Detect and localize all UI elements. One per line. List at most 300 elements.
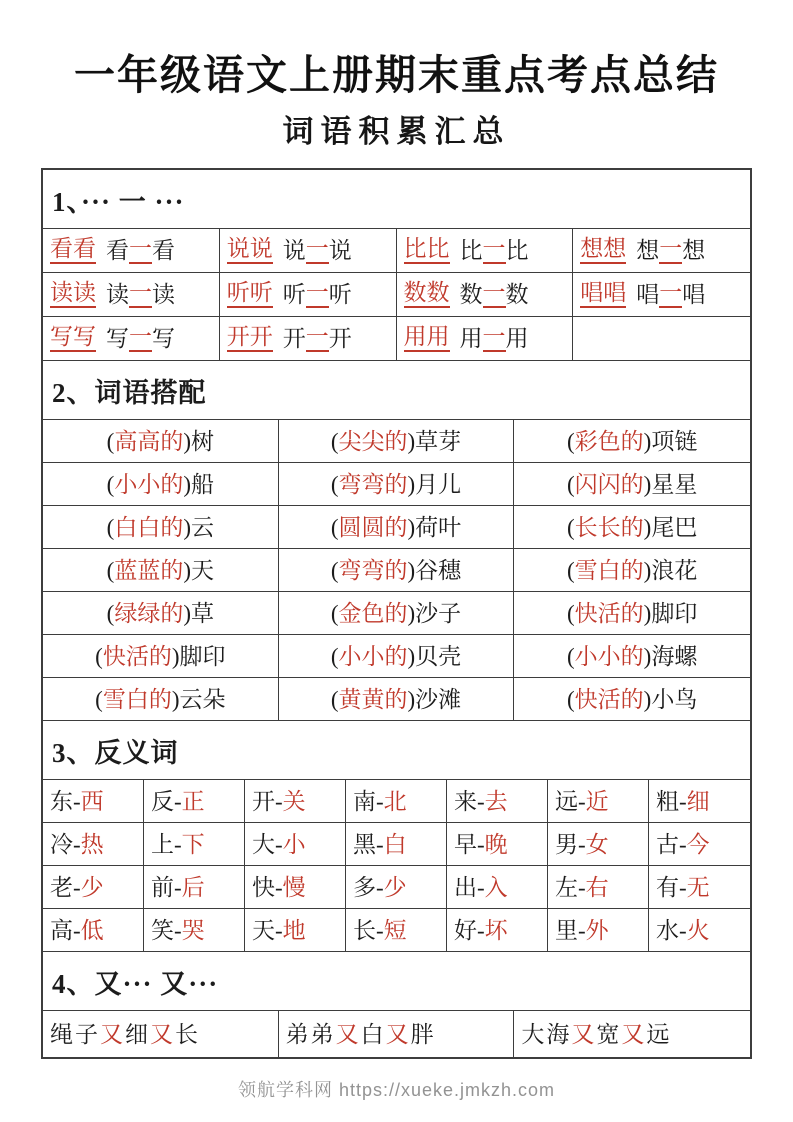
pattern-one-cell [220, 317, 397, 361]
close-paren: ) [183, 600, 191, 626]
antonym-second: 关 [282, 788, 306, 814]
pattern-one-cell [220, 229, 397, 273]
open-paren: ( [330, 471, 339, 497]
phrase-adjective: 宽 [596, 1021, 622, 1047]
close-paren: ) [643, 428, 652, 454]
antonym-second: 热 [80, 831, 104, 857]
antonym-second: 少 [383, 874, 407, 900]
antonyms-cell [649, 823, 750, 866]
antonym-second: 右 [585, 874, 609, 900]
antonym-second: 女 [585, 831, 609, 857]
antonyms-cell [245, 780, 346, 823]
you-pattern-cell [43, 1011, 279, 1057]
pattern-one-cell [43, 229, 220, 273]
antonym-first: 笑 [151, 917, 174, 943]
antonyms-cell [548, 780, 649, 823]
you-char: 又 [621, 1021, 647, 1047]
section-antonyms [43, 721, 750, 952]
noun-word: 沙子 [415, 600, 462, 626]
close-paren: ) [643, 686, 652, 712]
antonym-second: 坏 [484, 917, 508, 943]
modifier-word: 弯弯的 [338, 557, 408, 583]
duplicated-word: 写写 [50, 325, 96, 352]
phrase-left-char: 读 [106, 282, 129, 307]
antonym-second: 去 [484, 788, 508, 814]
antonyms-cell [548, 823, 649, 866]
antonym-first: 快 [252, 874, 275, 900]
hyphen: - [578, 874, 586, 900]
antonym-second: 火 [686, 917, 710, 943]
hyphen: - [679, 788, 687, 814]
hyphen: - [275, 788, 283, 814]
modifier-word: 金色的 [338, 600, 408, 626]
word-matching-cell [43, 635, 279, 678]
section-grid [43, 420, 750, 721]
antonym-first: 远 [555, 788, 578, 814]
antonym-second: 慢 [282, 874, 306, 900]
antonyms-cell [346, 823, 447, 866]
section-grid [43, 1011, 750, 1057]
section-heading: 2、词语搭配 [43, 361, 750, 420]
antonym-first: 多 [353, 874, 376, 900]
word-matching-cell [279, 635, 515, 678]
antonym-second: 细 [686, 788, 710, 814]
close-paren: ) [407, 514, 416, 540]
noun-word: 贝壳 [415, 643, 462, 669]
close-paren: ) [183, 557, 191, 583]
close-paren: ) [407, 428, 416, 454]
antonym-first: 出 [454, 874, 477, 900]
phrase-left-char: 想 [636, 238, 660, 263]
close-paren: ) [407, 471, 416, 497]
noun-word: 谷穗 [415, 557, 462, 583]
phrase-one-char: 一 [306, 237, 329, 264]
word-matching-cell [43, 592, 279, 635]
close-paren: ) [407, 557, 416, 583]
close-paren: ) [171, 643, 180, 669]
modifier-word: 圆圆的 [338, 514, 408, 540]
duplicated-word: 数数 [404, 281, 450, 308]
hyphen: - [275, 831, 283, 857]
noun-word: 浪花 [651, 557, 698, 583]
phrase-subject: 弟弟 [285, 1021, 336, 1047]
phrase-left-char: 数 [459, 282, 483, 307]
word-matching-cell [514, 635, 750, 678]
antonym-second: 近 [585, 788, 609, 814]
word-matching-cell [279, 592, 515, 635]
modifier-word: 小小的 [574, 643, 644, 669]
hyphen: - [477, 788, 485, 814]
antonym-first: 东 [50, 788, 73, 814]
antonyms-cell [447, 780, 548, 823]
word-matching-cell [514, 506, 750, 549]
noun-word: 项链 [651, 428, 698, 454]
close-paren: ) [643, 471, 652, 497]
antonyms-cell [144, 823, 245, 866]
duplicated-word: 比比 [404, 237, 450, 264]
antonym-first: 男 [555, 831, 578, 857]
antonyms-cell [43, 909, 144, 952]
antonym-second: 晚 [484, 831, 508, 857]
you-char: 又 [571, 1021, 597, 1047]
open-paren: ( [330, 557, 339, 583]
antonyms-cell [43, 823, 144, 866]
antonym-second: 下 [181, 831, 205, 857]
modifier-word: 白白的 [114, 514, 184, 540]
phrase-right-char: 听 [328, 282, 352, 307]
open-paren: ( [106, 600, 115, 626]
hyphen: - [174, 831, 182, 857]
phrase-left-char: 比 [459, 238, 483, 263]
phrase-one-char: 一 [483, 281, 506, 308]
antonym-first: 有 [656, 874, 679, 900]
phrase-right-char: 唱 [682, 282, 706, 307]
duplicated-word: 开开 [227, 325, 273, 352]
antonyms-cell [43, 780, 144, 823]
modifier-word: 长长的 [574, 514, 644, 540]
open-paren: ( [566, 600, 575, 626]
hyphen: - [477, 831, 485, 857]
pattern-one-cell [397, 229, 574, 273]
open-paren: ( [566, 686, 575, 712]
open-paren: ( [106, 514, 115, 540]
you-char: 又 [335, 1021, 361, 1047]
antonym-first: 古 [656, 831, 679, 857]
hyphen: - [73, 917, 81, 943]
phrase-right-char: 读 [152, 282, 175, 307]
phrase-one-char: 一 [483, 325, 506, 352]
you-char: 又 [100, 1021, 125, 1047]
antonyms-cell [447, 866, 548, 909]
antonym-first: 老 [50, 874, 73, 900]
close-paren: ) [643, 514, 652, 540]
modifier-word: 雪白的 [102, 686, 172, 712]
antonym-second: 白 [383, 831, 407, 857]
section-pattern-one [43, 170, 750, 361]
open-paren: ( [95, 686, 103, 712]
modifier-word: 彩色的 [574, 428, 644, 454]
antonym-first: 好 [454, 917, 477, 943]
antonym-second: 入 [484, 874, 508, 900]
word-matching-cell [279, 678, 515, 721]
antonym-second: 正 [181, 788, 205, 814]
noun-word: 草芽 [415, 428, 462, 454]
section-word-matching [43, 361, 750, 721]
modifier-word: 尖尖的 [338, 428, 408, 454]
antonyms-cell [245, 823, 346, 866]
pattern-one-cell [43, 317, 220, 361]
pattern-one-cell [573, 229, 750, 273]
phrase-one-char: 一 [659, 237, 682, 264]
phrase-left-char: 开 [282, 326, 306, 351]
hyphen: - [376, 874, 384, 900]
hyphen: - [73, 874, 81, 900]
open-paren: ( [330, 514, 339, 540]
antonym-second: 今 [686, 831, 710, 857]
noun-word: 云 [191, 514, 214, 540]
noun-word: 海螺 [651, 643, 698, 669]
you-char: 又 [385, 1021, 411, 1047]
antonyms-cell [447, 909, 548, 952]
word-matching-cell [514, 463, 750, 506]
word-matching-cell [43, 463, 279, 506]
close-paren: ) [643, 600, 652, 626]
duplicated-word: 听听 [227, 281, 273, 308]
word-matching-cell [43, 549, 279, 592]
duplicated-word: 想想 [580, 237, 626, 264]
antonym-second: 西 [80, 788, 104, 814]
hyphen: - [376, 917, 384, 943]
antonyms-cell [346, 866, 447, 909]
duplicated-word: 看看 [50, 237, 96, 264]
word-matching-cell [279, 463, 515, 506]
word-matching-cell [514, 420, 750, 463]
open-paren: ( [95, 643, 103, 669]
hyphen: - [376, 831, 384, 857]
word-matching-cell [43, 678, 279, 721]
page-title: 一年级语文上册期末重点考点总结 [74, 52, 719, 98]
phrase-right-char: 想 [682, 238, 706, 263]
antonym-first: 来 [454, 788, 477, 814]
noun-word: 天 [191, 557, 214, 583]
word-matching-cell [514, 549, 750, 592]
antonym-second: 短 [383, 917, 407, 943]
phrase-adjective: 白 [360, 1021, 386, 1047]
noun-word: 草 [191, 600, 214, 626]
modifier-word: 蓝蓝的 [114, 557, 184, 583]
hyphen: - [174, 788, 182, 814]
noun-word: 船 [191, 471, 214, 497]
open-paren: ( [566, 471, 575, 497]
phrase-right-char: 说 [328, 238, 352, 263]
you-pattern-cell [514, 1011, 750, 1057]
noun-word: 荷叶 [415, 514, 462, 540]
pattern-one-cell [573, 273, 750, 317]
noun-word: 月儿 [415, 471, 462, 497]
antonym-first: 早 [454, 831, 477, 857]
antonym-first: 长 [353, 917, 376, 943]
pattern-one-cell [220, 273, 397, 317]
antonym-second: 北 [383, 788, 407, 814]
phrase-adjective: 细 [125, 1021, 150, 1047]
antonyms-cell [447, 823, 548, 866]
antonym-second: 哭 [181, 917, 205, 943]
phrase-left-char: 听 [282, 282, 306, 307]
modifier-word: 快活的 [102, 643, 172, 669]
antonym-first: 里 [555, 917, 578, 943]
word-matching-cell [514, 678, 750, 721]
antonym-first: 天 [252, 917, 275, 943]
section-grid [43, 229, 750, 361]
phrase-one-char: 一 [659, 281, 682, 308]
antonym-second: 无 [686, 874, 710, 900]
section-you-pattern [43, 952, 750, 1057]
close-paren: ) [407, 600, 416, 626]
antonyms-cell [144, 866, 245, 909]
close-paren: ) [643, 557, 652, 583]
antonym-first: 黑 [353, 831, 376, 857]
phrase-one-char: 一 [306, 281, 329, 308]
noun-word: 沙滩 [415, 686, 462, 712]
modifier-word: 闪闪的 [574, 471, 644, 497]
antonym-first: 上 [151, 831, 174, 857]
duplicated-word: 说说 [227, 237, 273, 264]
antonym-first: 左 [555, 874, 578, 900]
hyphen: - [679, 831, 687, 857]
phrase-subject: 绳子 [50, 1021, 100, 1047]
antonym-second: 小 [282, 831, 306, 857]
hyphen: - [73, 831, 81, 857]
modifier-word: 绿绿的 [114, 600, 184, 626]
phrase-right-char: 用 [505, 326, 529, 351]
phrase-left-char: 看 [106, 238, 129, 263]
phrase-right-char: 开 [328, 326, 352, 351]
modifier-word: 高高的 [114, 428, 184, 454]
antonym-second: 少 [80, 874, 104, 900]
you-pattern-cell [279, 1011, 515, 1057]
open-paren: ( [566, 428, 575, 454]
phrase-one-char: 一 [129, 281, 152, 308]
open-paren: ( [330, 428, 339, 454]
duplicated-word: 唱唱 [580, 281, 626, 308]
close-paren: ) [183, 514, 191, 540]
phrase-adjective: 长 [175, 1021, 200, 1047]
hyphen: - [578, 788, 586, 814]
empty-cell [573, 317, 750, 361]
phrase-one-char: 一 [483, 237, 506, 264]
open-paren: ( [566, 514, 575, 540]
antonym-second: 外 [585, 917, 609, 943]
phrase-right-char: 看 [152, 238, 175, 263]
word-matching-cell [43, 420, 279, 463]
word-matching-cell [279, 420, 515, 463]
antonym-second: 后 [181, 874, 205, 900]
hyphen: - [477, 874, 485, 900]
open-paren: ( [330, 643, 339, 669]
phrase-right-char: 数 [505, 282, 529, 307]
close-paren: ) [643, 643, 652, 669]
modifier-word: 快活的 [574, 686, 644, 712]
section-heading: 3、反义词 [43, 721, 750, 780]
hyphen: - [679, 874, 687, 900]
phrase-right-char: 写 [152, 326, 175, 351]
section-heading: 1、··· 一 ··· [43, 170, 750, 229]
modifier-word: 小小的 [114, 471, 184, 497]
noun-word: 脚印 [651, 600, 698, 626]
open-paren: ( [106, 471, 115, 497]
phrase-left-char: 写 [106, 326, 129, 351]
antonym-first: 开 [252, 788, 275, 814]
open-paren: ( [106, 557, 115, 583]
hyphen: - [73, 788, 81, 814]
word-matching-cell [514, 592, 750, 635]
hyphen: - [275, 874, 283, 900]
pattern-one-cell [397, 317, 574, 361]
noun-word: 尾巴 [651, 514, 698, 540]
antonyms-cell [649, 909, 750, 952]
close-paren: ) [407, 686, 416, 712]
noun-word: 小鸟 [651, 686, 698, 712]
word-matching-cell [279, 549, 515, 592]
antonym-first: 冷 [50, 831, 73, 857]
open-paren: ( [566, 557, 575, 583]
duplicated-word: 读读 [50, 281, 96, 308]
close-paren: ) [183, 428, 191, 454]
noun-word: 树 [191, 428, 214, 454]
hyphen: - [679, 917, 687, 943]
modifier-word: 快活的 [574, 600, 644, 626]
phrase-right-char: 比 [505, 238, 529, 263]
antonym-first: 南 [353, 788, 376, 814]
phrase-left-char: 说 [282, 238, 306, 263]
antonyms-cell [43, 866, 144, 909]
noun-word: 星星 [651, 471, 698, 497]
antonym-first: 粗 [656, 788, 679, 814]
word-matching-cell [279, 506, 515, 549]
modifier-word: 小小的 [338, 643, 408, 669]
section-grid [43, 780, 750, 952]
word-matching-cell [43, 506, 279, 549]
phrase-one-char: 一 [129, 237, 152, 264]
you-char: 又 [150, 1021, 175, 1047]
watermark-footer: 领航学科网 https://xueke.jmkzh.com [237, 1080, 556, 1100]
antonym-first: 前 [151, 874, 174, 900]
antonym-first: 高 [50, 917, 73, 943]
antonyms-cell [548, 866, 649, 909]
hyphen: - [275, 917, 283, 943]
hyphen: - [477, 917, 485, 943]
antonyms-cell [346, 909, 447, 952]
antonym-first: 水 [656, 917, 679, 943]
modifier-word: 雪白的 [574, 557, 644, 583]
open-paren: ( [106, 428, 115, 454]
antonym-second: 地 [282, 917, 306, 943]
worksheet-table [41, 168, 752, 1059]
antonyms-cell [144, 909, 245, 952]
hyphen: - [174, 874, 182, 900]
antonyms-cell [144, 780, 245, 823]
phrase-subject: 大海 [521, 1021, 572, 1047]
antonyms-cell [649, 866, 750, 909]
close-paren: ) [171, 686, 180, 712]
modifier-word: 弯弯的 [338, 471, 408, 497]
noun-word: 脚印 [179, 643, 226, 669]
antonyms-cell [245, 909, 346, 952]
antonyms-cell [245, 866, 346, 909]
antonyms-cell [346, 780, 447, 823]
antonym-first: 反 [151, 788, 174, 814]
phrase-left-char: 用 [459, 326, 483, 351]
open-paren: ( [330, 600, 339, 626]
antonym-first: 大 [252, 831, 275, 857]
antonym-second: 低 [80, 917, 104, 943]
close-paren: ) [183, 471, 191, 497]
section-heading: 4、又··· 又··· [43, 952, 750, 1011]
close-paren: ) [407, 643, 416, 669]
modifier-word: 黄黄的 [338, 686, 408, 712]
open-paren: ( [566, 643, 575, 669]
phrase-one-char: 一 [306, 325, 329, 352]
noun-word: 云朵 [179, 686, 226, 712]
open-paren: ( [330, 686, 339, 712]
phrase-one-char: 一 [129, 325, 152, 352]
phrase-adjective: 远 [646, 1021, 672, 1047]
hyphen: - [376, 788, 384, 814]
hyphen: - [578, 917, 586, 943]
duplicated-word: 用用 [404, 325, 450, 352]
pattern-one-cell [397, 273, 574, 317]
phrase-left-char: 唱 [636, 282, 660, 307]
